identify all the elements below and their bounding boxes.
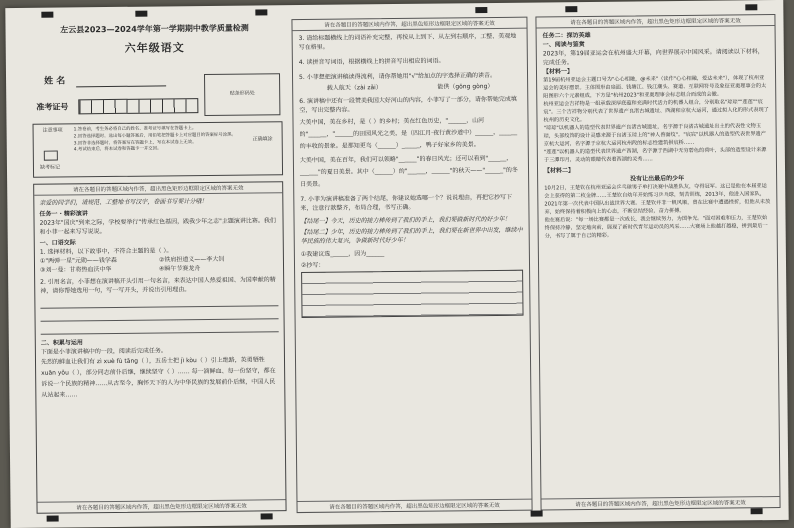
column-1 <box>25 19 288 516</box>
choice-line[interactable]: ①我建议选______，因为______ <box>300 250 385 259</box>
task-heading: 任务二：探访英雄 <box>542 31 591 40</box>
answer-line[interactable] <box>41 323 279 334</box>
id-row <box>36 101 68 112</box>
registration-mark <box>475 7 487 13</box>
question-6: 6. 演讲稿中还有一段赞美我国大好河山的内容，小菲写了一部分，请你帮她完成填空，写出完整内容。 <box>299 95 517 115</box>
id-label: 准考证号 <box>36 102 69 112</box>
registration-mark <box>135 11 147 17</box>
registration-mark <box>531 510 543 516</box>
id-boxes[interactable] <box>78 98 198 114</box>
part-heading: 一、阅读与鉴赏 <box>542 41 585 49</box>
name-label: 姓 名 <box>44 76 66 87</box>
answer-area-footer: 请在各题目的答题区域内作答，超出黑色矩形边框限定区域的答案无效 <box>297 499 531 512</box>
story-title: 没有让出最后的少年 <box>630 174 685 183</box>
barcode-label: 贴条形码处 <box>229 90 255 97</box>
notice-items <box>74 126 246 155</box>
answer-area-banner: 请在各题目的答题区域内作答，超出黑色矩形边框限定区域的答案无效 <box>292 18 526 31</box>
column-3 <box>535 14 780 510</box>
column-2 <box>291 17 532 513</box>
registration-mark <box>255 9 267 15</box>
story-text: 10月2日，王楚钦在杭州亚运会乒乓球男子单打决赛中战胜队友，夺得冠军。这已是他在本届亚运会上获得的第二枚金牌……王楚钦自幼年开始练习乒乓球，刻苦训练，2013年，他进入国家队，2021年第一次代表中国队出战世界大赛。王楚钦并非一帆风顺，曾在比赛中遭遇挫折，但他从未放弃，始终保持着积极向上的心态，不断总结经验，奋力拼搏。 <box>544 183 771 216</box>
answer-line[interactable] <box>40 297 278 308</box>
missing-label: 缺考标记 <box>39 164 61 171</box>
question-3-text: 先烈的鲜血让我们有 zì xuè fù tāng（ ），五岳士把 jì kòu（ ）引上绝路，英勇牺牲 xuān yǒu（ ），部分同志前仆后继，继续坚守（ ）…… 每一滴鲜血、每一份坚守，都在诉说一个民族的精神……从古至今，胸怀天下的人为中华民族的发展前仆后继，中国人民从站起来…… <box>40 356 276 399</box>
material-text: 第19届杭州亚运会主题口号为"心心相融，@未来"（读作"心心相融，爱达未来"），体现了杭州亚运会的美好愿景。主体图形由扇面、钱塘江、钱江潮头、赛道、互联网符号及象征亚奥理事会的太阳图形六个元素组成，下方是"杭州2023"和亚奥理事会标志组合而成的会徽。 <box>543 75 767 100</box>
notice-label: 注意事项 <box>42 127 63 134</box>
answer-area-banner: 请在各题目的答题区域内作答，超出黑色矩形边框限定区域的答案无效 <box>34 182 282 196</box>
notice-item: 2.回答选择题时，选出每小题答案后，用铅笔把答题卡上对应题目的答案标号涂黑。 <box>73 132 236 140</box>
option[interactable]: ③刘一曼：甘将热血沃中华 <box>40 265 112 274</box>
material-label: 【材料二】 <box>543 167 575 175</box>
notice-item: 3.回答非选择题时，将答案写在答题卡上，写在本试卷上无效。 <box>73 139 197 146</box>
intro-text: 亲爱的同学们，请规范、工整地书写汉字，卷面书写要计分哦！ <box>39 197 208 207</box>
registration-mark <box>751 508 763 514</box>
registration-mark <box>47 516 59 522</box>
section-heading: 任务一 · 精彩演讲 <box>39 210 88 218</box>
subject-title: 六年级语文 <box>124 41 185 55</box>
option[interactable]: ①"两弹一星"元勋——钱学森 <box>39 256 117 265</box>
question-3: 3. 请给标题横线上的词语补充完整，再按从上到下、从左到右顺序，工整、美观地写在格里。 <box>298 32 517 52</box>
material-text: "莲莲"以机器人的造型代表世界遗产西湖，名字源于西湖中无穷碧色的荷叶，头部的造型设计来源于三潭印月，灵动的眼睛代表着西湖的灵秀…… <box>543 147 767 164</box>
story-text: 他在赛后说："每一场比赛都是一次成长，我会继续努力，为国争光。"面对困难和压力，王楚钦始终保持冷静，坚定地向前，展现了新时代青年运动员的风采……大赛场上他越打越稳，拼到最后一分，书写了属于自己的精彩。 <box>544 215 768 240</box>
barcode-area <box>204 73 280 116</box>
registration-mark <box>41 12 53 18</box>
pinyin-choice[interactable]: 能供（gōng gòng） <box>437 82 494 91</box>
answer-area-banner: 请在各题目的答题区域内作答，超出黑色矩形边框限定区域的答案无效 <box>536 15 774 28</box>
question-5: 5. 小菲想把演讲稿读得流利，请你帮她用"√"给加点的字选择正确的读音。 <box>299 71 497 82</box>
notice-item: 4.考试结束后，将本试卷和答题卡一并交回。 <box>73 146 162 153</box>
exam-title: 左云县2023—2024学年第一学期期中教学质量检测 <box>60 23 249 35</box>
missing-mark-box[interactable] <box>44 151 58 161</box>
question-1: 1. 选择材料，以下故事中，不符合主题的是（ ）。 <box>39 247 173 256</box>
name-field[interactable] <box>76 75 166 87</box>
copy-box[interactable] <box>301 270 523 318</box>
name-row <box>44 72 166 87</box>
notice-box <box>33 121 284 178</box>
material-label: 【材料一】 <box>542 68 574 76</box>
registration-mark <box>745 4 757 10</box>
option[interactable]: ②铁肩担道义——李大钊 <box>158 255 225 264</box>
registration-mark <box>261 513 273 519</box>
answer-area-footer: 请在各题目的答题区域内作答，超出黑色矩形边框限定区域的答案无效 <box>37 499 285 513</box>
answer-area-footer: 请在各题目的答题区域内作答，超出黑色矩形边框限定区域的答案无效 <box>541 496 779 509</box>
question-6-text: 大美中国，美在乡村，是（ ）的乡村；美在红色历史，"______，山河的"______，"______的田园风光之美，是（四江月·夜行黄沙道中）______，______的丰收的景象。是那知更鸟（______）______，鸭子好家乡的美景。 <box>299 117 518 151</box>
question-7: 7. 小菲为演讲稿准备了两个结尾，你建议她选哪一个？说说理由，再把它抄写下来，注意行款整齐，布局合理，书写正确。 <box>300 193 512 213</box>
ending-option-2: 【结尾二】少年，历史的接力棒传到了我们的手上，我们要在新世界中出发，继续中华民族的伟大复兴，争做新时代好少年！ <box>300 226 523 246</box>
answer-line[interactable] <box>40 310 278 321</box>
question-6-text-2: 大美中国，美在百年，我们可以领略"______"的春日风光；还可以看到"______，______"的夏日美景。其中（______）的"______，______"的秋天——"______"的冬日美景。 <box>299 154 518 189</box>
ending-option-1: 【结尾一】今天，历史的接力棒传到了我们的手上，我们要做新时代的好少年！ <box>300 215 511 226</box>
section-text: 2023年"国庆"到来之际，学校要举行"传承红色基因，践我少年之志"主题演讲比赛。我们和小菲一起来写写说说。 <box>39 217 276 236</box>
part-heading: 二、积累与运用 <box>40 339 83 347</box>
exam-sheet <box>5 0 788 528</box>
material-text: 杭州亚运会吉祥物是一组承载深厚底蕴和充满时代活力的机器人组合，分别取名"琮琮""莲莲""宸宸"。三个吉祥物分别代表了世界遗产良渚古城遗址、西湖和京杭大运河，通过拟人化的形式表现了杭州的历史文化。 <box>543 99 769 124</box>
fill-example-label: 正确填涂 <box>252 136 273 143</box>
lead-text: 2023年，第19届亚运会在杭州盛大开幕，向世界展示中国风采。请阅读以下材料，完成任务。 <box>542 48 764 67</box>
notice-item: 1.答卷前，考生务必将自己的姓名、准考证号填写在答题卡上。 <box>73 126 197 133</box>
answer-frame-1 <box>33 181 286 514</box>
pinyin-choice[interactable]: 载人航天（zài zǎi） <box>326 84 382 92</box>
material-text: "琮琮"以机器人的造型代表世界遗产良渚古城遗址，名字源于良渚古城遗址出土的代表性文物玉琮，头部纹饰的设计灵感来源于良渚玉琮上的"神人兽面纹"。"宸宸"以机器人的造型代表世界遗产京杭大运河，名字源于京杭大运河杭州段的标志性建筑拱宸桥…… <box>543 123 766 148</box>
copy-label: ②抄写： <box>300 261 325 270</box>
part-heading: 一、口语交际 <box>39 239 76 247</box>
question-3: 下面是小菲演讲稿中的一段，阅读后完成任务。 <box>40 347 167 356</box>
question-4: 4. 读拼音写词语，根据横线上的拼音写出相应的词语。 <box>298 57 445 67</box>
question-2: 2. 引用名言，小菲想在演讲稿开头引用一句名言，来表达中国人热爱祖国、为国奉献的精神，请你帮她选用一句，写一写开头，并说出引用理由。 <box>40 276 276 295</box>
registration-mark <box>565 6 577 12</box>
option[interactable]: ④瞬午节赛龙舟 <box>159 265 201 273</box>
